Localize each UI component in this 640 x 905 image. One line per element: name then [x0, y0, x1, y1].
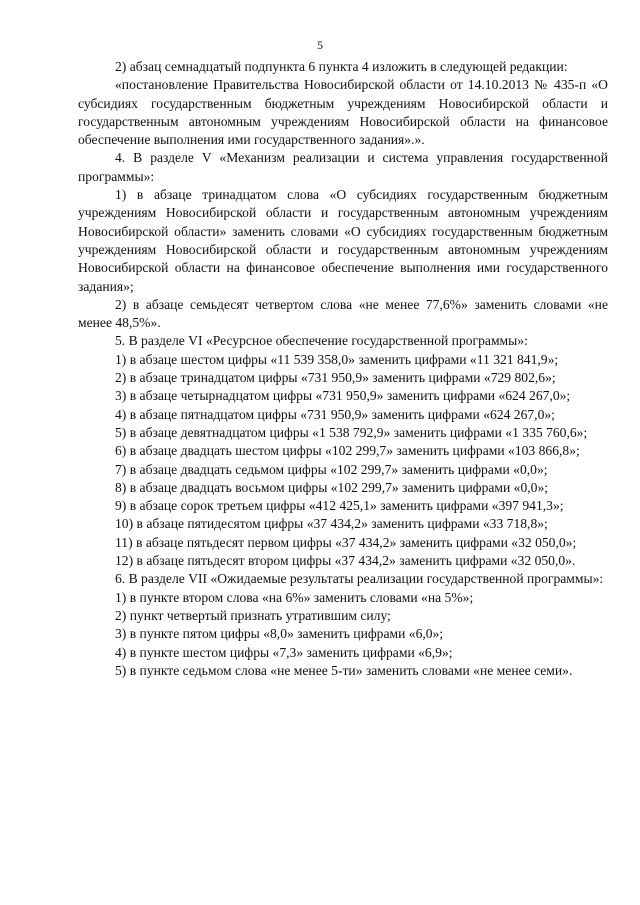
- paragraph: 7) в абзаце двадцать седьмом цифры «102 299,7» заменить цифрами «0,0»;: [115, 461, 548, 477]
- document-body: [78, 58, 608, 680]
- paragraph: 2) в абзаце тринадцатом цифры «731 950,9» заменить цифрами «729 802,6»;: [115, 370, 556, 386]
- paragraph: 1) в абзаце тринадцатом слова «О субсидиях государственным бюджетным учреждениям Новосибирской области и государственным автономным учреждениям Новосибирской области» заменить словами «О субсидиях государственным бюджетным учреждениям Новосибирской области и государственным автономным учреждениям Новосибирской области на финансовое обеспечение выполнения ими государственного задания»;: [78, 187, 608, 294]
- paragraph: 2) абзац семнадцатый подпункта 6 пункта 4 изложить в следующей редакции:: [115, 59, 568, 74]
- paragraph: 12) в абзаце пятьдесят втором цифры «37 434,2» заменить цифрами «32 050,0».: [115, 553, 576, 569]
- paragraph: 4) в пункте шестом цифры «7,3» заменить цифрами «6,9»;: [115, 644, 453, 660]
- paragraph: 5) в пункте седьмом слова «не менее 5-ти» заменить словами «не менее семи».: [115, 662, 573, 678]
- paragraph: 11) в абзаце пятьдесят первом цифры «37 434,2» заменить цифрами «32 050,0»;: [115, 534, 577, 550]
- paragraph: 10) в абзаце пятидесятом цифры «37 434,2» заменить цифрами «33 718,8»;: [115, 516, 548, 532]
- paragraph: 5) в абзаце девятнадцатом цифры «1 538 792,9» заменить цифрами «1 335 760,6»;: [115, 424, 588, 440]
- paragraph: 2) пункт четвертый признать утратившим силу;: [115, 607, 391, 623]
- paragraph: 4) в абзаце пятнадцатом цифры «731 950,9» заменить цифрами «624 267,0»;: [115, 406, 555, 422]
- paragraph: 1) в абзаце шестом цифры «11 539 358,0» заменить цифрами «11 321 841,9»;: [115, 351, 559, 367]
- paragraph: «постановление Правительства Новосибирской области от 14.10.2013 № 435-п «О субсидиях государственным бюджетным учреждениям Новосибирской области и государственным автономным учреждениям Новосибирской области на финансовое обеспечение выполнения ими государственного задания».».: [78, 77, 608, 148]
- paragraph: 1) в пункте втором слова «на 6%» заменить словами «на 5%»;: [115, 589, 474, 605]
- paragraph: 5. В разделе VI «Ресурсное обеспечение государственной программы»:: [115, 333, 528, 349]
- paragraph: 9) в абзаце сорок третьем цифры «412 425,1» заменить цифрами «397 941,3»;: [115, 498, 564, 514]
- page-number: 5: [317, 38, 323, 52]
- paragraph: 3) в пункте пятом цифры «8,0» заменить цифрами «6,0»;: [115, 626, 444, 642]
- paragraph: 4. В разделе V «Механизм реализации и система управления государственной программы»:: [78, 150, 608, 184]
- paragraph: 8) в абзаце двадцать восьмом цифры «102 299,7» заменить цифрами «0,0»;: [115, 479, 549, 495]
- paragraph: 3) в абзаце четырнадцатом цифры «731 950,9» заменить цифрами «624 267,0»;: [115, 388, 571, 404]
- paragraph: 2) в абзаце семьдесят четвертом слова «не менее 77,6%» заменить словами «не менее 48,5%».: [78, 296, 608, 331]
- paragraph: 6) в абзаце двадцать шестом цифры «102 299,7» заменить цифрами «103 866,8»;: [115, 443, 580, 459]
- paragraph: 6. В разделе VII «Ожидаемые результаты реализации государственной программы»:: [115, 571, 604, 587]
